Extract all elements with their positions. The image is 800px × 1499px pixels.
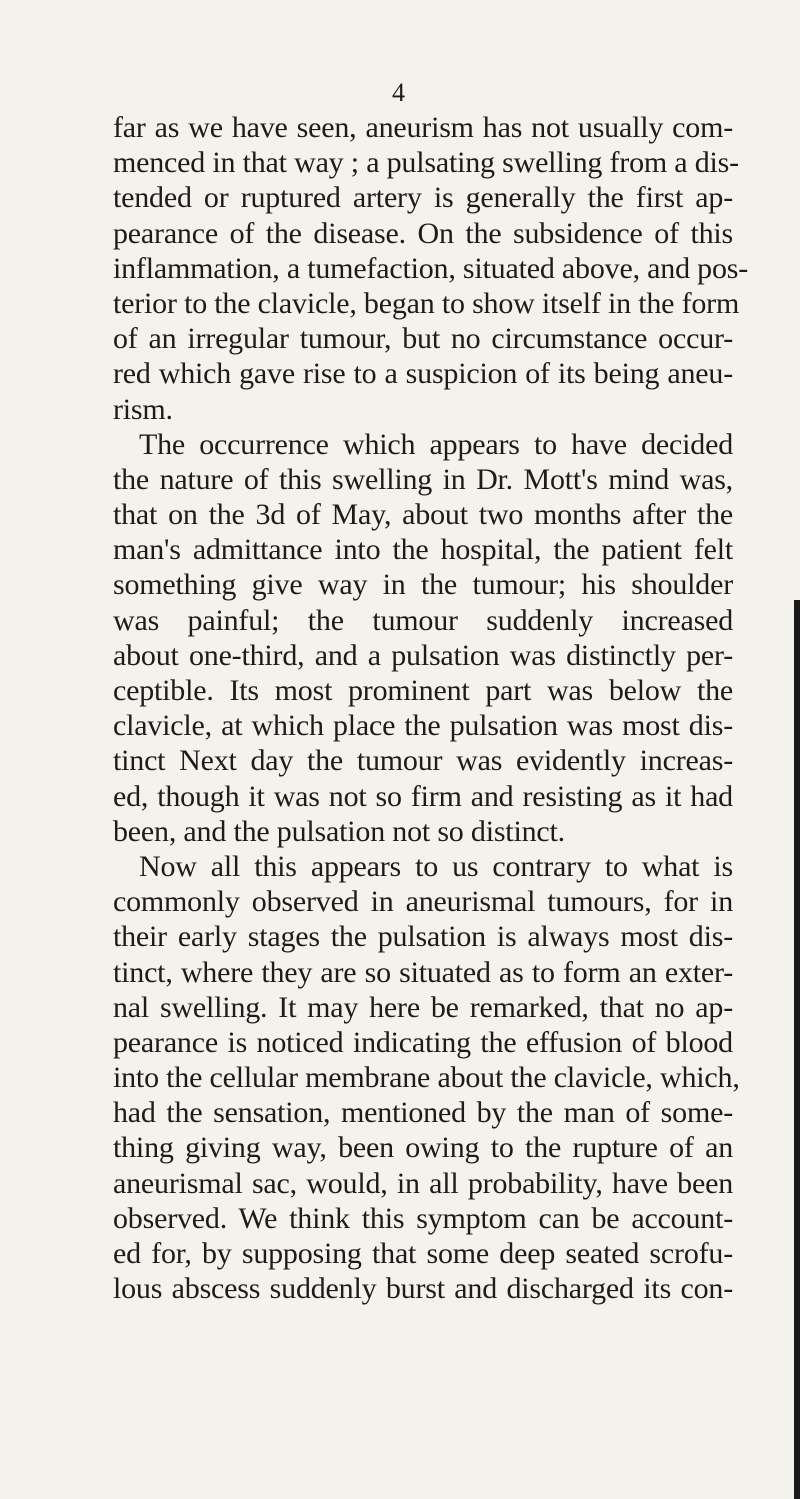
text-line: was painful; the tumour suddenly increased (113, 603, 733, 637)
text-line: inflammation, a tumefaction, situated above, and pos- (113, 251, 749, 285)
text-line: aneurismal sac, would, in all probability, have been (113, 1166, 733, 1200)
text-line: man's admittance into the hospital, the patient felt (113, 533, 733, 567)
text-line: menced in that way ; a pulsating swelling from a dis- (113, 146, 739, 180)
text-line: commonly observed in aneurismal tumours, for in (113, 885, 733, 919)
page-number: 4 (392, 78, 405, 107)
paragraph-start-line: Now all this appears to us contrary to what is (139, 849, 733, 883)
text-line: nal swelling. It may here be remarked, that no ap- (113, 990, 733, 1024)
text-line: observed. We think this symptom can be account- (113, 1201, 733, 1235)
paragraph-start-line: The occurrence which appears to have decided (139, 427, 733, 461)
text-line: pearance of the disease. On the subsidence of this (113, 216, 733, 250)
text-line: tended or ruptured artery is generally the first ap- (113, 181, 733, 215)
text-line: into the cellular membrane about the clavicle, which, (113, 1061, 740, 1095)
page-edge-shadow (794, 600, 800, 1499)
text-line: that on the 3d of May, about two months after the (113, 498, 733, 532)
text-line: the nature of this swelling in Dr. Mott's mind was, (113, 462, 733, 496)
text-line: red which gave rise to a suspicion of its being aneu- (113, 357, 733, 391)
text-line: of an irregular tumour, but no circumstance occur- (113, 322, 733, 356)
text-line: their early stages the pulsation is always most dis- (113, 920, 733, 954)
text-line: ed, though it was not so firm and resisting as it had (113, 779, 733, 813)
text-line: lous abscess suddenly burst and discharged its con- (113, 1272, 733, 1306)
text-line: far as we have seen, aneurism has not usually com- (113, 111, 733, 144)
text-line: rism. (113, 392, 173, 426)
text-line: had the sensation, mentioned by the man of some- (113, 1096, 733, 1130)
text-line: tinct, where they are so situated as to form an exter- (113, 955, 733, 989)
text-line: thing giving way, been owing to the rupture of an (113, 1131, 733, 1165)
text-line: clavicle, at which place the pulsation was most dis- (113, 709, 733, 743)
text-line: about one-third, and a pulsation was distinctly per- (113, 638, 733, 672)
text-line: terior to the clavicle, began to show itself in the form (113, 286, 740, 320)
text-line: ed for, by supposing that some deep seated scrofu- (113, 1237, 733, 1270)
text-line: something give way in the tumour; his shoulder (113, 568, 733, 602)
text-line: pearance is noticed indicating the effusion of blood (113, 1025, 733, 1059)
text-line: ceptible. Its most prominent part was below the (113, 674, 733, 707)
text-line: tinct Next day the tumour was evidently increas- (113, 744, 733, 778)
body-text (113, 110, 749, 1306)
text-line: been, and the pulsation not so distinct. (113, 814, 565, 848)
